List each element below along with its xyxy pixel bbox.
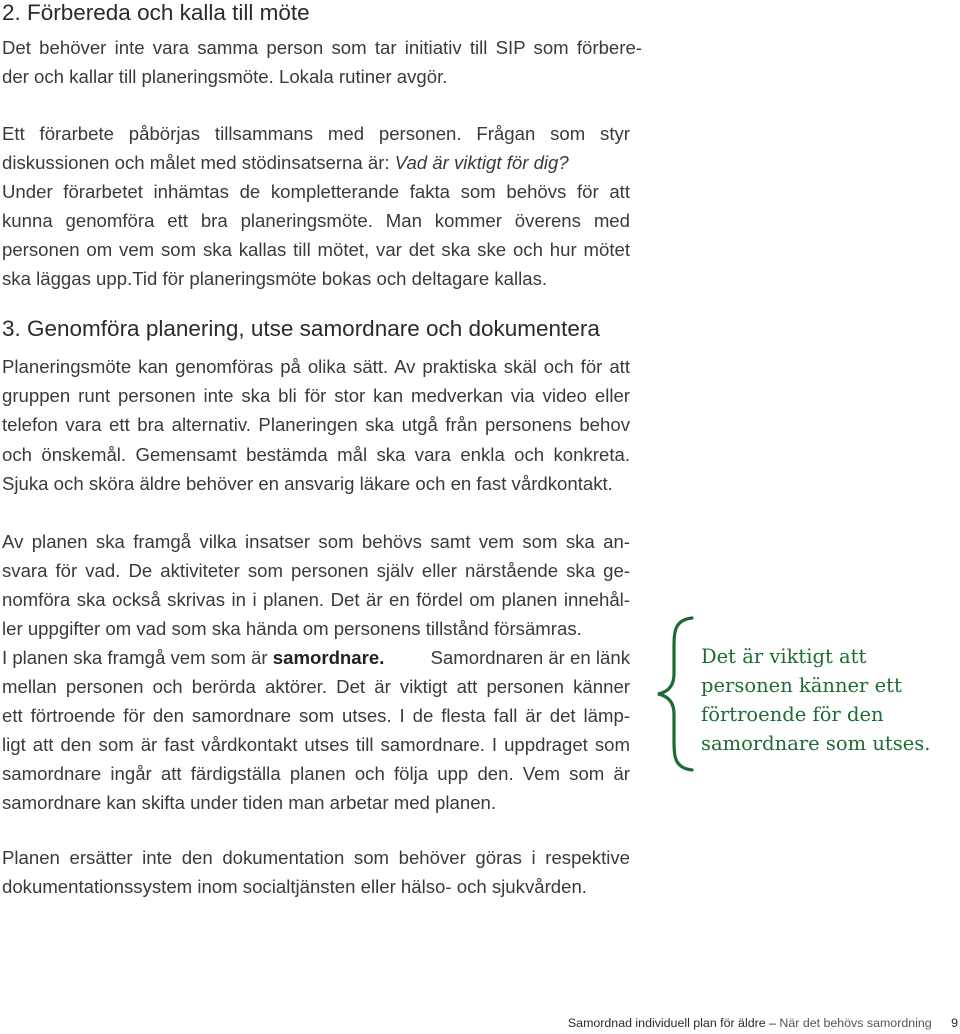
text-line: Det behöver inte vara samma person som tar initiativ till SIP som förbere- bbox=[2, 37, 642, 58]
footer-subtitle: När det behövs samordning bbox=[779, 1016, 932, 1030]
text-line: samordnare kan skifta under tiden man arbetar med planen. bbox=[2, 792, 497, 813]
text-line: Av planen ska framgå vilka insatser som behövs samt vem som ska an- bbox=[2, 531, 630, 552]
page-footer bbox=[568, 1016, 958, 1030]
pull-quote bbox=[701, 642, 931, 758]
text-line: mellan personen och berörda aktörer. Det är viktigt att personen känner bbox=[2, 676, 630, 697]
text-line: Under förarbetet inhämtas de kompletterande fakta som behövs för att bbox=[2, 181, 630, 202]
text-line: kunna genomföra ett bra planeringsmöte. Man kommer överens med bbox=[2, 210, 630, 231]
text-plain-pre: I planen ska framgå vem som är bbox=[2, 647, 273, 668]
text-line: der och kallar till planeringsmöte. Lokala rutiner avgör. bbox=[2, 66, 448, 87]
pull-quote-line: Det är viktigt att bbox=[701, 645, 867, 668]
curly-brace-icon bbox=[650, 614, 700, 774]
text-line bbox=[2, 643, 630, 672]
section-3-heading: 3. Genomföra planering, utse samordnare och dokumentera bbox=[2, 316, 600, 341]
key-question: Vad är viktigt för dig? bbox=[394, 152, 569, 173]
text-line: gruppen runt personen inte ska bli för stor kan medverkan via video eller bbox=[2, 385, 630, 407]
text-plain: diskussionen och målet med stödinsatserna är: bbox=[2, 152, 395, 173]
section-3-paragraph-2 bbox=[2, 527, 630, 817]
text-plain bbox=[2, 643, 384, 672]
section-2-heading: 2. Förbereda och kalla till möte bbox=[2, 0, 310, 25]
text-line: ska läggas upp.Tid för planeringsmöte bokas och deltagare kallas. bbox=[2, 268, 548, 289]
text-line bbox=[2, 148, 630, 177]
section-2-paragraph-2 bbox=[2, 119, 630, 293]
text-line: Ett förarbete påbörjas tillsammans med personen. Frågan som styr bbox=[2, 123, 630, 144]
section-3-paragraph-1 bbox=[2, 352, 630, 498]
text-line: telefon vara ett bra alternativ. Planeringen ska utgå från personens behov bbox=[2, 414, 630, 436]
footer-separator: – bbox=[769, 1016, 776, 1030]
pull-quote-line: personen känner ett bbox=[701, 674, 902, 697]
text-line: nomföra ska också skrivas in i planen. Det är en fördel om planen innehål- bbox=[2, 589, 630, 610]
pull-quote-line: förtroende för den bbox=[701, 703, 884, 726]
section-3-paragraph-3 bbox=[2, 843, 630, 901]
text-line: ligt att den som är fast vårdkontakt utses till samordnare. I uppdraget som bbox=[2, 734, 630, 755]
text-line: dokumentationssystem inom socialtjänsten eller hälso- och sjukvården. bbox=[2, 876, 587, 897]
pull-quote-line: samordnare som utses. bbox=[701, 732, 931, 755]
text-plain-post: Samordnaren är en länk bbox=[430, 647, 630, 668]
text-line: ler uppgifter om vad som ska hända om personens tillstånd försämras. bbox=[2, 618, 582, 639]
text-line: samordnare ingår att färdigställa planen och följa upp den. Vem som är bbox=[2, 763, 630, 784]
coordinator-term: samordnare. bbox=[272, 647, 385, 668]
footer-title: Samordnad individuell plan för äldre bbox=[567, 1016, 766, 1030]
page-number: 9 bbox=[951, 1016, 958, 1030]
text-line: svara för vad. De aktiviteter som personen själv eller närstående ska ge- bbox=[2, 560, 630, 581]
text-line: personen om vem som ska kallas till mötet, var det ska ske och hur mötet bbox=[2, 239, 630, 260]
text-line: och önskemål. Gemensamt bestämda mål ska vara enkla och konkreta. bbox=[2, 443, 630, 465]
text-line: Sjuka och sköra äldre behöver en ansvarig läkare och en fast vårdkontakt. bbox=[2, 472, 613, 494]
text-line: Planen ersätter inte den dokumentation som behöver göras i respektive bbox=[2, 847, 630, 868]
text-line: ett förtroende för den samordnare som utses. I de flesta fall är det lämp- bbox=[2, 705, 630, 726]
text-line: Planeringsmöte kan genomföras på olika sätt. Av praktiska skäl och för att bbox=[2, 356, 630, 377]
section-2-paragraph-1 bbox=[2, 33, 642, 91]
